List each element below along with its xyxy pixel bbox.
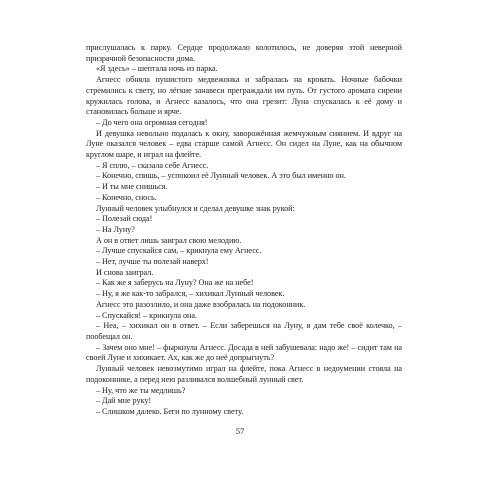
paragraph: – Ну, я же как-то забрался, – хихикал Лунный человек. <box>96 289 285 299</box>
paragraph: – Дай мне руку! <box>96 396 152 406</box>
paragraph: – Я сплю, – сказала себе Агнесс. <box>96 160 209 170</box>
paragraph: – Спускайся! – крикнула она. <box>96 310 197 320</box>
paragraph: А он в ответ лишь заиграл свою мелодию. <box>96 235 242 245</box>
paragraph: Агнесс обняла пушистого медвежонка и забралась на кровать. Ночные бабочки стремились к свету, но лёгкие занавеси преграждали им путь. От густого аромата сирени кружилась голова, и Агнесс казалось, что она грезит: Луна спускалась к её дому и становилась больше и ярче. <box>86 75 402 117</box>
paragraph: – Конечно, спишь, – успокоил её Лунный человек. А это был именно он. <box>96 171 346 181</box>
paragraph: Лунный человек невозмутимо играл на флейте, пока Агнесс в недоумении стояла на подоконнике, а перед нею разливался волшебный лунный свет. <box>86 364 402 384</box>
paragraph: прислушалась к парку. Сердце продолжало колотилось, не доверяя этой неверной призрачной безопасности дома. <box>86 43 402 63</box>
paragraph: – Слишком далеко. Беги по лунному свету. <box>96 406 244 416</box>
paragraph: И снова заиграл. <box>96 267 154 277</box>
paragraph: – На Луну? <box>96 224 135 234</box>
paragraph: – Лучше спускайся сам, – крикнула ему Агнесс. <box>96 246 262 256</box>
paragraph: – Конечно, снось. <box>96 192 157 202</box>
paragraph: – До чего она огромная сегодня! <box>96 117 208 127</box>
paragraph: – Полезай сюда! <box>96 214 153 224</box>
paragraph: – Как же я заберусь на Луну? Она же на небе! <box>96 278 254 288</box>
paragraph: – И ты мне снишься. <box>96 182 168 192</box>
paragraph: «Я здесь» – шептала ночь из парка. <box>96 64 218 74</box>
page-number: 57 <box>235 426 245 436</box>
paragraph: Лунный человек улыбнулся и сделал девушке знак рукой: <box>96 203 295 213</box>
paragraph: – Зачем оно мне! – фыркнула Агнесс. Досада в ней забушевала: надо же! – сидит там на своей Луне и хихикает. Ах, как же до неё допрыгнуть? <box>86 342 402 363</box>
paragraph: – Нет, лучше ты полезай наверх! <box>96 257 209 267</box>
paragraph: Агнесс это разозлило, и она даже взобралась на подоконник. <box>96 299 306 309</box>
paragraph: – Неа, – хихикал он в ответ. – Если заберешься на Луну, я дам тебе своё колечко, – пообещал он. <box>86 321 402 341</box>
paragraph: И девушка невольно подалась к окну, заворожённая жемчужным сиянием. И вдруг на Луне оказался человек – едва старше самой Агнесс. Он сидел на Луне, как на обычном круглом шаре, и играл на флейте. <box>86 128 402 160</box>
paragraph: – Ну, что же ты медлишь? <box>96 385 186 395</box>
body-text <box>86 43 402 418</box>
